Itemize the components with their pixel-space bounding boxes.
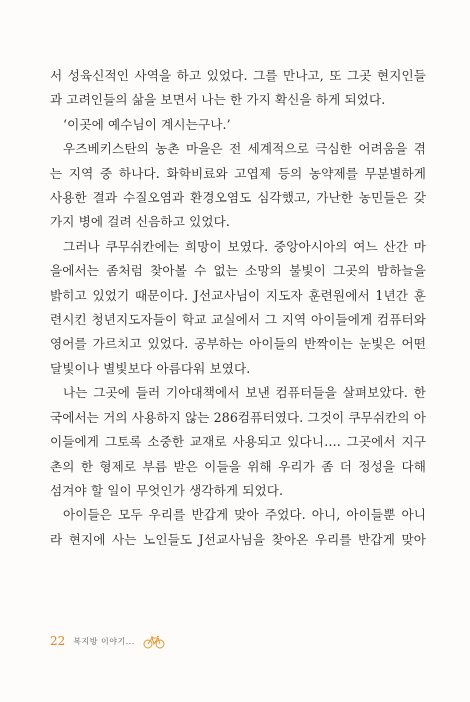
running-title: 복지방 이야기... xyxy=(73,636,135,646)
text-line: 섬겨야 할 일이 무엇인가 생각하게 되었다. xyxy=(50,482,284,498)
text-line: 우즈베키스탄의 농촌 마을은 전 세계적으로 극심한 어려움을 겪 xyxy=(63,141,426,157)
text-line: ‘이곳에 예수님이 계시는구나.’ xyxy=(63,116,231,132)
text-line: 달빛이나 별빛보다 아름다워 보였다. xyxy=(50,360,251,376)
text-line: 그러나 쿠무쉬칸에는 희망이 보였다. 중앙아시아의 여느 산간 마 xyxy=(63,238,426,254)
text-line: 과 고려인들의 삶을 보면서 나는 한 가지 확신을 하게 되었다. xyxy=(50,92,386,108)
bicycle-icon xyxy=(143,634,165,648)
text-line: 을에서는 좀처럼 찾아볼 수 없는 소망의 불빛이 그곳의 밤하늘을 xyxy=(50,263,426,279)
text-line: 촌의 한 형제로 부름 받은 이들을 위해 우리가 좀 더 정성을 다해 xyxy=(50,458,426,474)
paragraph-1 xyxy=(50,64,426,113)
text-line: 사용한 결과 수질오염과 환경오염도 심각했고, 가난한 농민들은 갖 xyxy=(50,190,426,206)
text-line: 영어를 가르치고 있었다. 공부하는 아이들의 반짝이는 눈빛은 어떤 xyxy=(50,336,426,352)
paragraph-3 xyxy=(50,137,426,235)
text-line: 련시킨 청년지도자들이 학교 교실에서 그 지역 아이들에게 컴퓨터와 xyxy=(50,312,426,328)
paragraph-5 xyxy=(50,381,426,503)
text-line: 밝히고 있었기 때문이다. J선교사님이 지도자 훈련원에서 1년간 훈 xyxy=(50,287,426,303)
page-number: 22 xyxy=(50,634,66,648)
text-line: 서 성육신적인 사역을 하고 있었다. 그를 만나고, 또 그곳 현지인들 xyxy=(50,68,426,83)
paragraph-4 xyxy=(50,235,426,381)
text-line: 이들에게 그토록 소중한 교재로 사용되고 있다니…. 그곳에서 지구 xyxy=(50,434,426,450)
body-text xyxy=(50,64,426,552)
text-line: 라 현지에 사는 노인들도 J선교사님을 찾아온 우리를 반갑게 맞아 xyxy=(50,531,426,547)
text-line: 국에서는 거의 사용하지 않는 286컴퓨터였다. 그것이 쿠무쉬칸의 아 xyxy=(50,409,426,425)
text-line: 가지 병에 걸려 신음하고 있었다. xyxy=(50,214,230,230)
text-line: 는 지역 중 하나다. 화학비료와 고엽제 등의 농약제를 무분별하게 xyxy=(50,165,426,181)
page-footer xyxy=(50,634,165,648)
paragraph-6 xyxy=(50,503,426,552)
paragraph-2-quote xyxy=(50,113,426,137)
text-line: 나는 그곳에 들러 기아대책에서 보낸 컴퓨터들을 살펴보았다. 한 xyxy=(63,385,426,401)
text-line: 아이들은 모두 우리를 반갑게 맞아 주었다. 아니, 아이들뿐 아니 xyxy=(63,507,426,523)
